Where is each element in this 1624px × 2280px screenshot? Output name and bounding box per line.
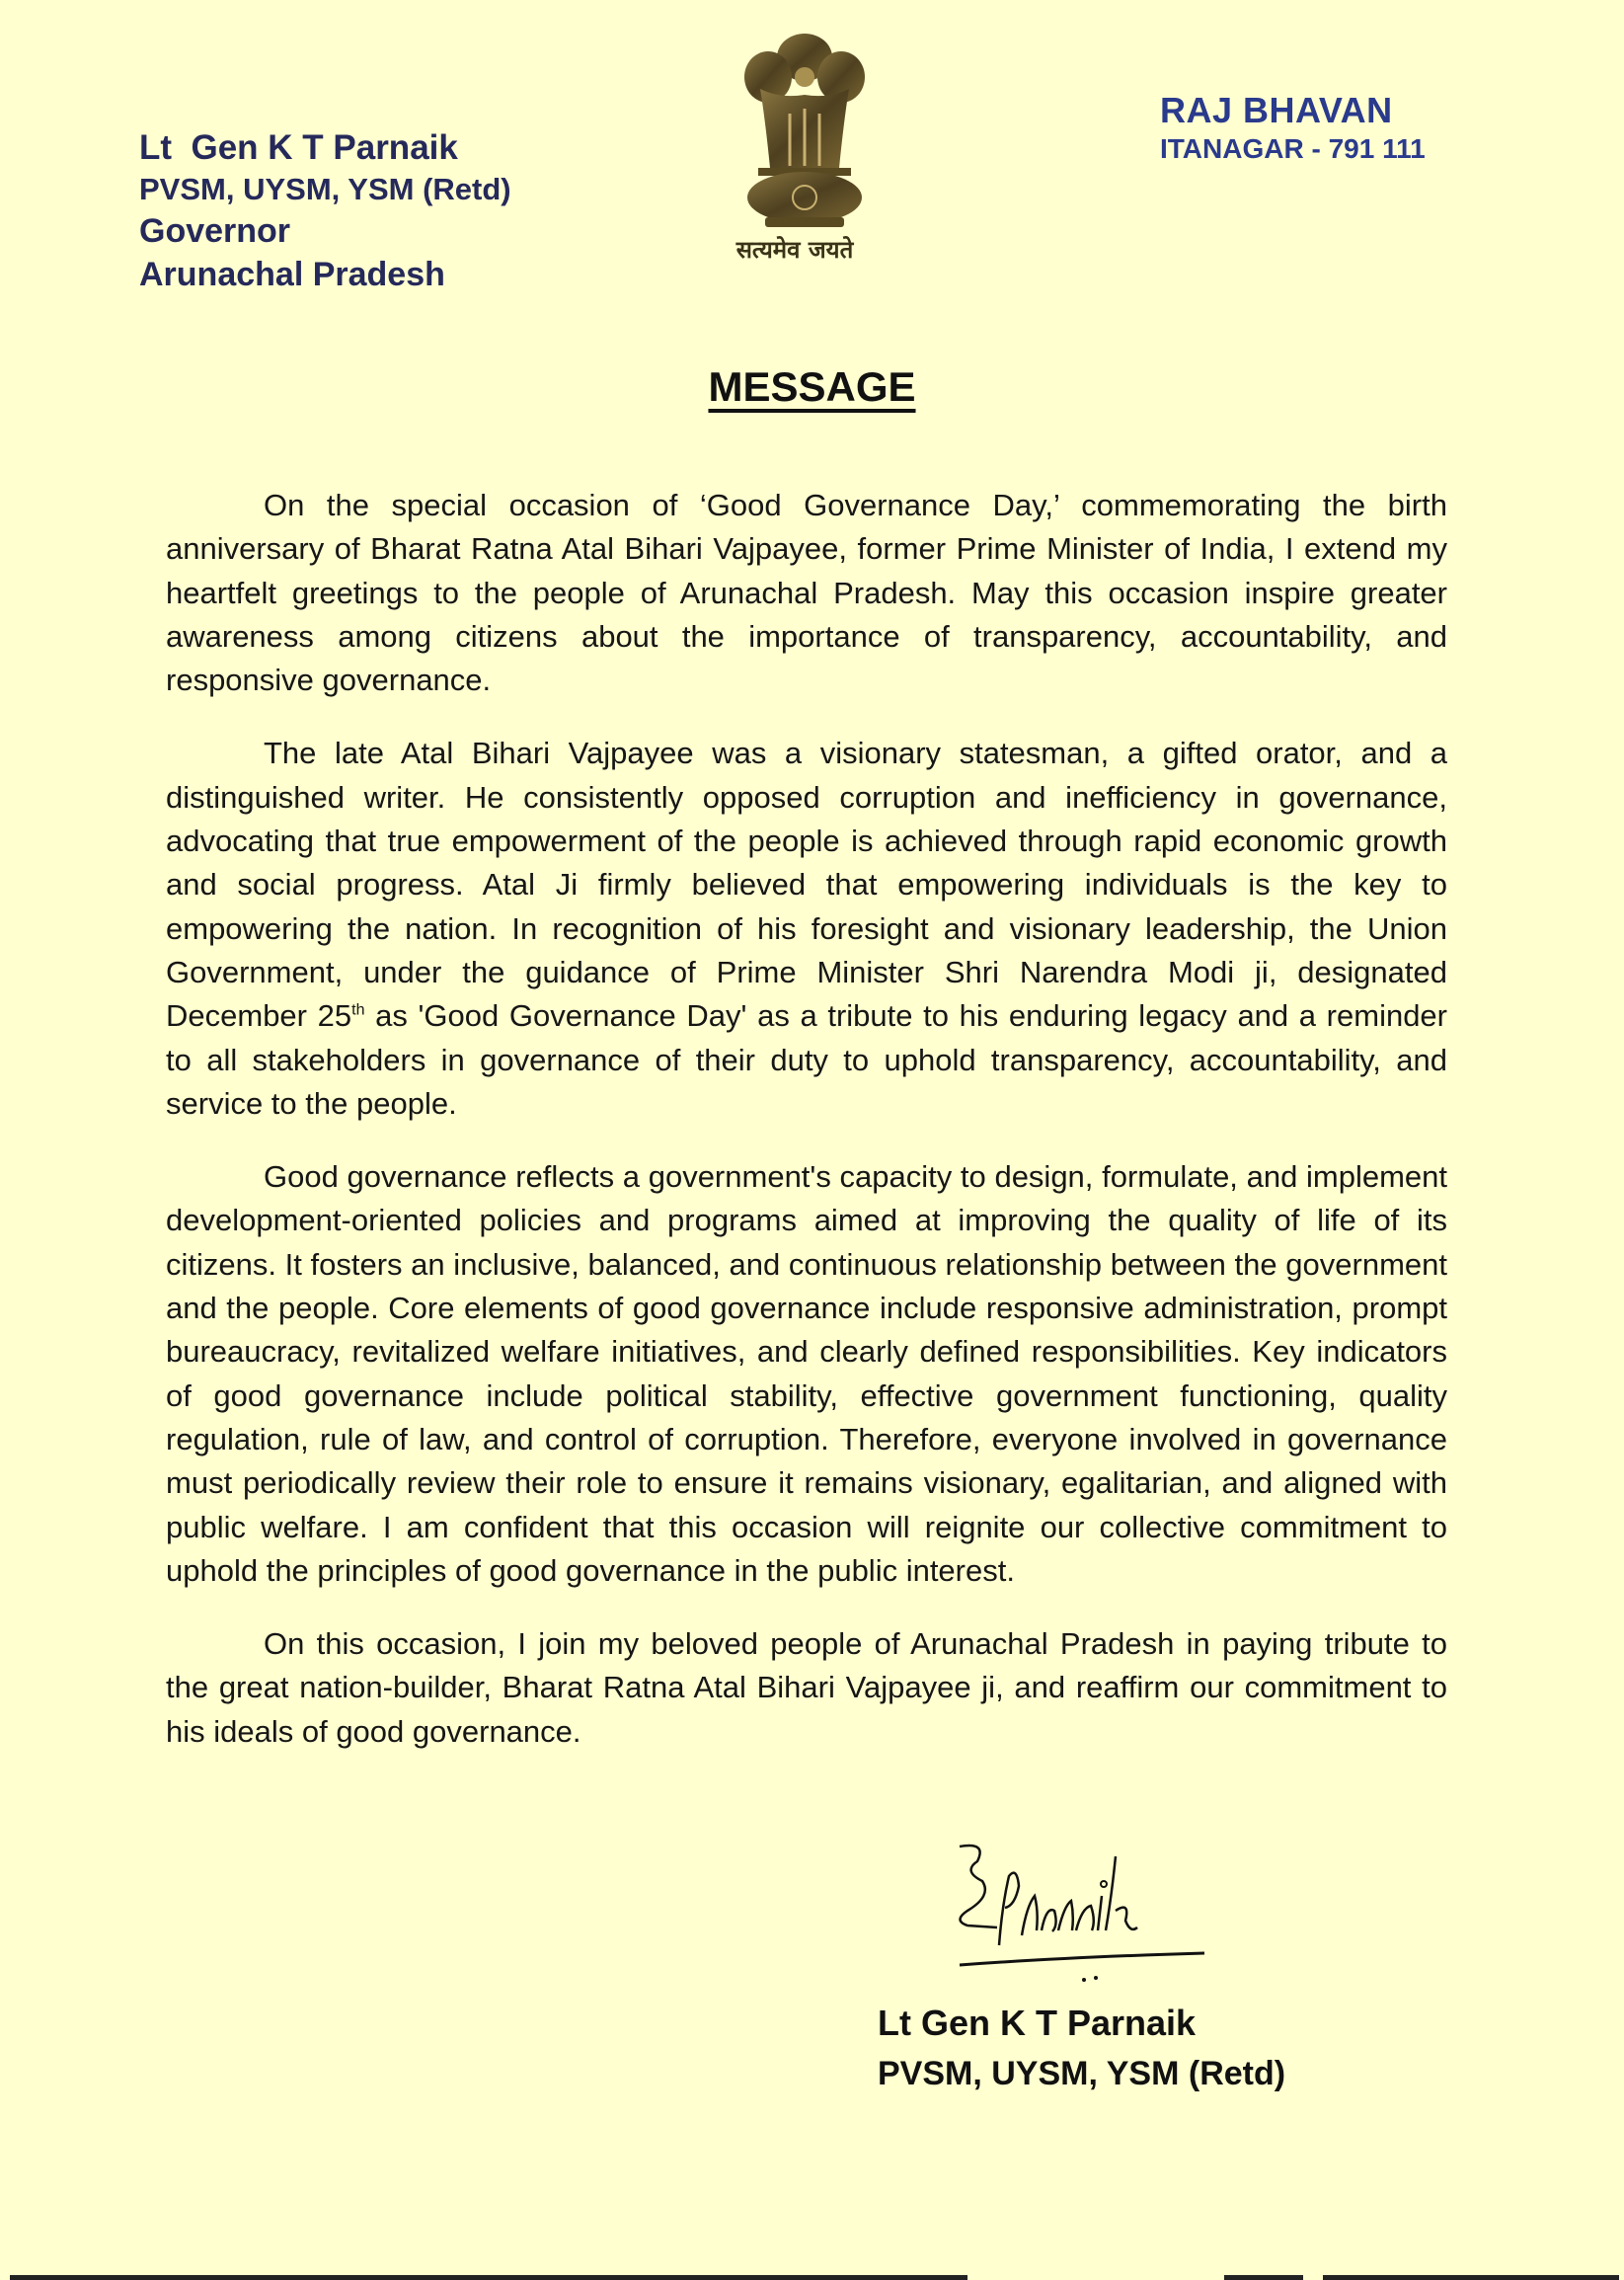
paragraph-2-text-b: as 'Good Governance Day' as a tribute to his enduring legacy and a reminder to all stakeholders in governance of their duty to uphold transparency, accountability, and service to the people.: [166, 998, 1448, 1121]
office-address: ITANAGAR - 791 111: [1160, 133, 1426, 164]
handwritten-signature-icon: [948, 1837, 1244, 1985]
state-emblem-icon: [711, 30, 898, 267]
scan-edge-bar: [1323, 2275, 1619, 2280]
letterhead-office: [1160, 89, 1426, 166]
signatory-decorations: PVSM, UYSM, YSM (Retd): [878, 2055, 1286, 2092]
signatory-block: [878, 1998, 1285, 2098]
ordinal-suffix: th: [351, 1001, 365, 1019]
document-title-wrapper: [0, 363, 1624, 411]
office-name: RAJ BHAVAN: [1160, 90, 1393, 130]
scan-edge-bar: [1224, 2275, 1303, 2280]
letterhead-sender: [139, 126, 511, 296]
message-body: [166, 484, 1447, 1783]
sender-title: Governor: [139, 212, 291, 250]
signatory-name: Lt Gen K T Parnaik: [878, 2003, 1197, 2043]
scan-edge-bar: [10, 2275, 967, 2280]
paragraph-2-text-a: The late Atal Bihari Vajpayee was a visionary statesman, a gifted orator, and a distinguished writer. He consistently opposed corruption and inefficiency in governance, advocating that true empowerment of the people is achieved through rapid economic growth and social progress. Atal Ji firmly believed that empowering individuals is the key to empowering the nation. In recognition of his foresight and visionary leadership, the Union Government, under the guidance of Prime Minister Shri Narendra Modi ji, designated December 25: [166, 736, 1447, 1034]
document-title: MESSAGE: [708, 363, 916, 410]
sender-state: Arunachal Pradesh: [139, 256, 445, 293]
paragraph-2: [166, 732, 1447, 1126]
sender-name: Lt Gen K T Parnaik: [139, 128, 458, 167]
paragraph-1: On the special occasion of ‘Good Governance Day,’ commemorating the birth anniversary of Bharat Ratna Atal Bihari Vajpayee, former Prime Minister of India, I extend my heartfelt greetings to the people of Arunachal Pradesh. May this occasion inspire greater awareness among citizens about the importance of transparency, accountability, and responsive governance.: [166, 488, 1447, 698]
paragraph-4: On this occasion, I join my beloved people of Arunachal Pradesh in paying tribute to the great nation-builder, Bharat Ratna Atal Bihari Vajpayee ji, and reaffirm our commitment to his ideals of good governance.: [166, 1626, 1447, 1749]
sender-decorations: PVSM, UYSM, YSM (Retd): [139, 172, 511, 206]
emblem-motto: सत्यमेव जयते: [735, 236, 854, 264]
paragraph-3: Good governance reflects a government's capacity to design, formulate, and implement development-oriented policies and programs aimed at improving the quality of life of its citizens. It fosters an inclusive, balanced, and continuous relationship between the government and the people. Core elements of good governance include responsive administration, prompt bureaucracy, revitalized welfare initiatives, and clearly defined responsibilities. Key indicators of good governance include political stability, effective government functioning, quality regulation, rule of law, and control of corruption. Therefore, everyone involved in governance must periodically review their role to ensure it remains visionary, egalitarian, and aligned with public welfare. I am confident that this occasion will reignite our collective commitment to uphold the principles of good governance in the public interest.: [166, 1159, 1447, 1588]
